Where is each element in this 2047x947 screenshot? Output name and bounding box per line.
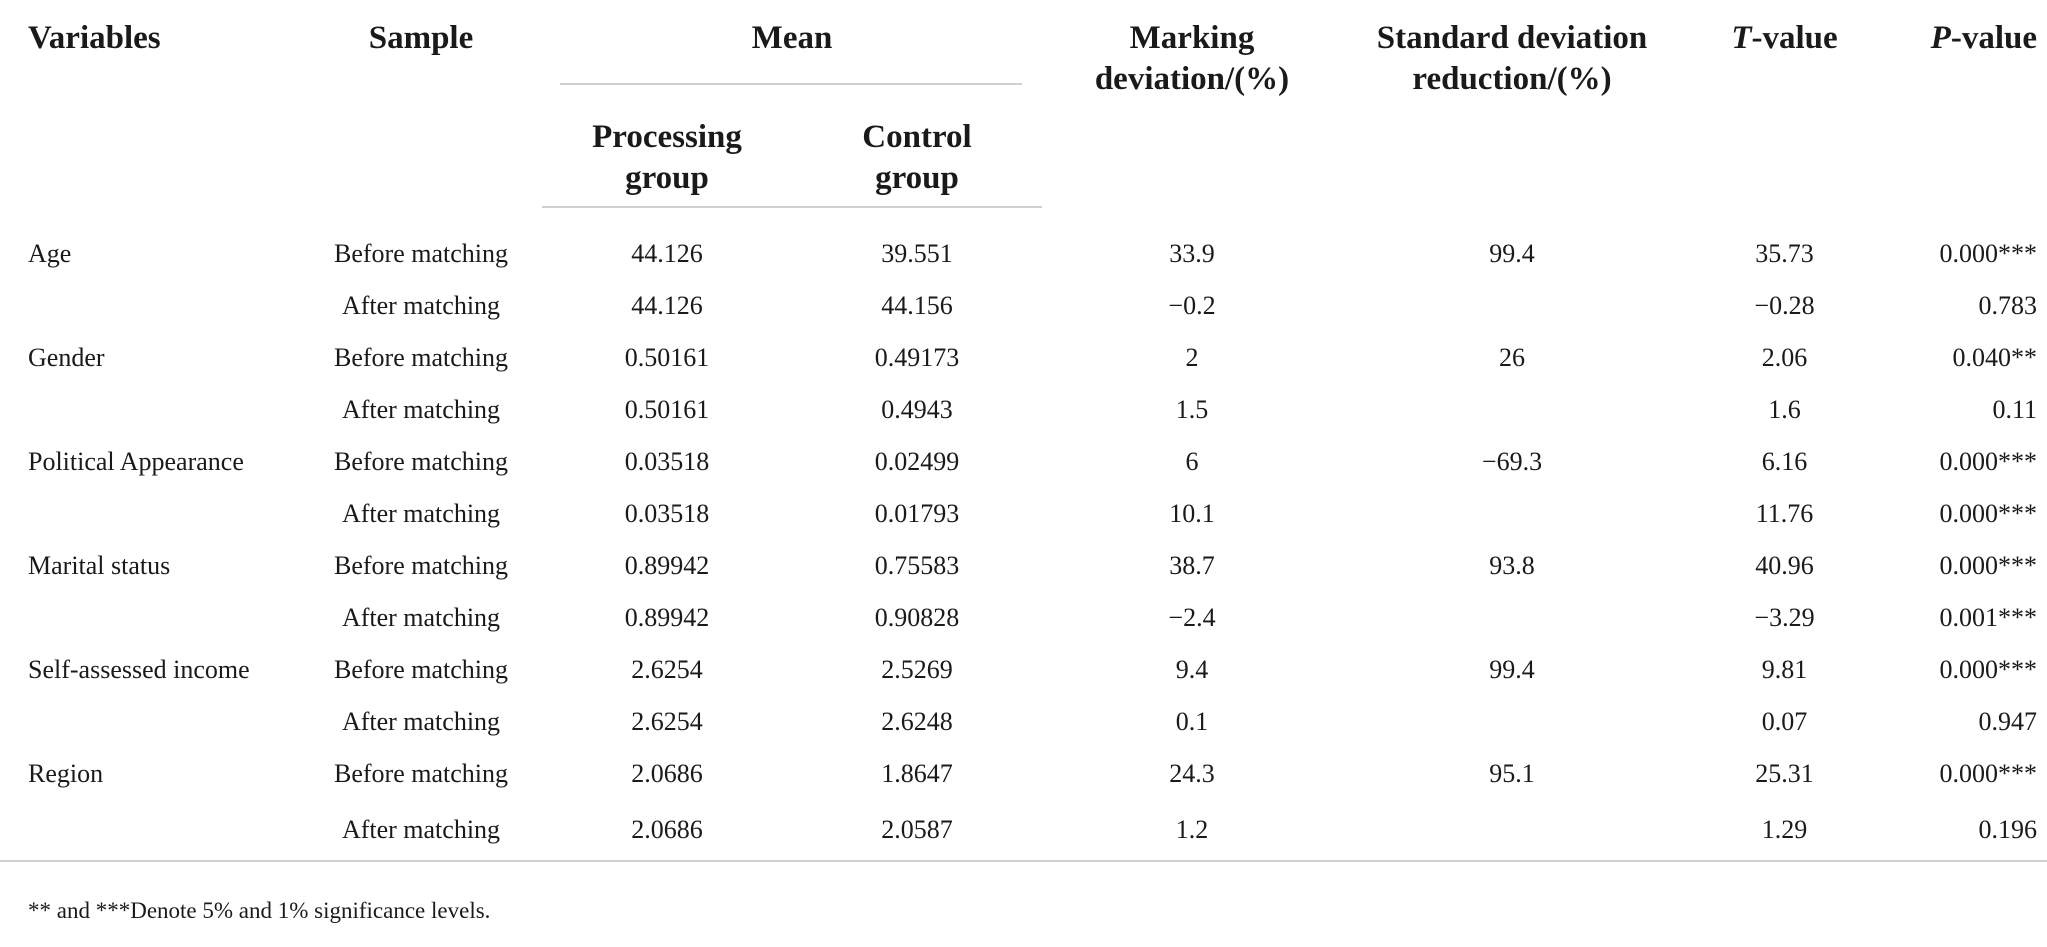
table-row xyxy=(0,800,2047,861)
sample-cell: After matching xyxy=(341,291,501,320)
sample-cell: After matching xyxy=(341,707,501,736)
sd-reduction-cell: 99.4 xyxy=(1489,655,1535,684)
control-group-cell: 2.0587 xyxy=(792,800,1042,861)
variable-cell: Self-assessed income xyxy=(28,655,250,684)
t-value-cell: 1.29 xyxy=(1682,800,1887,861)
t-value-cell: 25.31 xyxy=(1755,759,1814,788)
header-row-top xyxy=(0,0,2047,96)
table-row xyxy=(0,280,2047,332)
table-body xyxy=(0,207,2047,861)
control-group-cell: 2.5269 xyxy=(881,655,953,684)
table-row xyxy=(0,207,2047,280)
sd-reduction-cell xyxy=(1342,800,1682,861)
t-value-cell: 6.16 xyxy=(1761,447,1808,476)
table-footnote: ** and ***Denote 5% and 1% significance levels. xyxy=(28,898,491,923)
header-control-group-label: Control group xyxy=(862,119,972,196)
sd-reduction-cell: 93.8 xyxy=(1489,551,1535,580)
variable-cell xyxy=(0,696,300,748)
variable-cell xyxy=(0,592,300,644)
sample-cell: After matching xyxy=(341,499,501,528)
variable-cell: Age xyxy=(28,238,72,268)
marking-deviation-cell: 6 xyxy=(1185,447,1199,476)
sample-cell: Before matching xyxy=(334,238,508,268)
header-processing-group-label: Processing group xyxy=(592,119,742,196)
header-control-group xyxy=(792,96,1042,207)
t-value-cell: 0.07 xyxy=(1761,707,1808,736)
header-p-value xyxy=(1887,0,2047,207)
p-value-cell: 0.000*** xyxy=(1939,447,2037,476)
marking-deviation-cell: 24.3 xyxy=(1169,759,1215,788)
control-group-cell: 0.02499 xyxy=(874,447,960,476)
sample-cell: After matching xyxy=(300,800,542,861)
header-sd-reduction xyxy=(1342,0,1682,207)
table-row xyxy=(0,384,2047,436)
processing-group-cell: 2.0686 xyxy=(542,800,792,861)
processing-group-cell: 44.126 xyxy=(631,239,703,268)
p-italic: P xyxy=(1930,20,1951,56)
processing-group-cell: 0.50161 xyxy=(624,395,710,424)
header-sample: Sample xyxy=(368,20,474,56)
marking-deviation-cell: 2 xyxy=(1185,343,1199,372)
header-mean-label: Mean xyxy=(751,20,833,56)
t-value-cell: −0.28 xyxy=(1754,291,1815,320)
table-row xyxy=(0,488,2047,540)
processing-group-cell: 0.03518 xyxy=(624,499,710,528)
sample-cell: Before matching xyxy=(334,551,508,580)
p-value-cell: 0.000*** xyxy=(1939,551,2037,580)
sample-cell: Before matching xyxy=(334,447,508,476)
p-value-cell: 0.196 xyxy=(1887,800,2047,861)
sample-cell: After matching xyxy=(341,603,501,632)
table-row xyxy=(0,540,2047,592)
marking-deviation-cell: 1.5 xyxy=(1175,395,1209,424)
header-marking-deviation xyxy=(1042,0,1342,207)
variable-cell xyxy=(0,488,300,540)
processing-group-cell: 44.126 xyxy=(631,291,703,320)
control-group-cell: 39.551 xyxy=(881,239,953,268)
header-sd-reduction-label: Standard deviation reduction/(%) xyxy=(1376,20,1648,97)
marking-deviation-cell: 33.9 xyxy=(1169,238,1215,268)
p-value-cell: 0.001*** xyxy=(1939,603,2037,632)
t-value-cell: 11.76 xyxy=(1755,499,1814,528)
table-row xyxy=(0,592,2047,644)
variable-cell xyxy=(0,384,300,436)
sample-cell: After matching xyxy=(341,395,501,424)
header-t-value xyxy=(1682,0,1887,207)
sd-reduction-cell xyxy=(1342,280,1682,332)
control-group-cell: 44.156 xyxy=(881,291,953,320)
sd-reduction-cell xyxy=(1342,696,1682,748)
mean-divider xyxy=(560,83,1022,85)
marking-deviation-cell: 0.1 xyxy=(1175,707,1209,736)
header-marking-deviation-label: Marking deviation/(%) xyxy=(1094,20,1290,97)
processing-group-cell: 2.6254 xyxy=(631,655,703,684)
variable-cell: Political Appearance xyxy=(28,447,244,476)
header-variables: Variables xyxy=(28,20,161,56)
marking-deviation-cell: −0.2 xyxy=(1168,291,1216,320)
variable-cell xyxy=(0,800,300,861)
variable-cell xyxy=(0,280,300,332)
sd-reduction-cell: 95.1 xyxy=(1489,759,1535,788)
processing-group-cell: 0.89942 xyxy=(624,551,710,580)
control-group-cell: 0.49173 xyxy=(874,343,960,372)
control-group-cell: 0.4943 xyxy=(881,395,953,424)
p-value-cell: 0.000*** xyxy=(1939,499,2037,528)
t-value-cell: −3.29 xyxy=(1754,603,1815,632)
p-value-cell: 0.11 xyxy=(1992,395,2037,424)
control-group-cell: 0.75583 xyxy=(874,551,960,580)
table-row xyxy=(0,436,2047,488)
control-group-cell: 0.90828 xyxy=(874,603,960,632)
control-group-cell: 1.8647 xyxy=(881,759,953,788)
processing-group-cell: 2.6254 xyxy=(631,707,703,736)
sd-reduction-cell xyxy=(1342,488,1682,540)
sd-reduction-cell xyxy=(1342,384,1682,436)
t-value-cell: 9.81 xyxy=(1761,655,1808,684)
variable-cell: Gender xyxy=(28,343,105,372)
sample-cell: Before matching xyxy=(334,655,508,684)
p-value-cell: 0.783 xyxy=(1978,291,2037,320)
processing-group-cell: 2.0686 xyxy=(631,759,703,788)
t-value-cell: 40.96 xyxy=(1755,551,1814,580)
marking-deviation-cell: −2.4 xyxy=(1168,603,1216,632)
marking-deviation-cell: 9.4 xyxy=(1175,655,1209,684)
sd-reduction-cell: −69.3 xyxy=(1481,447,1543,476)
p-suffix: -value xyxy=(1950,20,2037,56)
processing-group-cell: 0.50161 xyxy=(624,343,710,372)
table-row xyxy=(0,696,2047,748)
variable-cell: Marital status xyxy=(28,551,171,580)
t-value-cell: 35.73 xyxy=(1755,238,1814,268)
t-suffix: -value xyxy=(1751,20,1838,56)
p-value-cell: 0.040** xyxy=(1952,343,2037,372)
control-group-cell: 0.01793 xyxy=(874,499,960,528)
header-processing-group xyxy=(542,96,792,207)
p-value-cell: 0.000*** xyxy=(1939,759,2037,788)
sd-reduction-cell: 99.4 xyxy=(1489,238,1535,268)
sd-reduction-cell: 26 xyxy=(1499,343,1525,372)
variable-cell: Region xyxy=(28,759,104,788)
sample-cell: Before matching xyxy=(334,759,508,788)
t-value-cell: 1.6 xyxy=(1768,395,1801,424)
p-value-cell: 0.000*** xyxy=(1939,655,2037,684)
processing-group-cell: 0.89942 xyxy=(624,603,710,632)
table-row xyxy=(0,332,2047,384)
table-row xyxy=(0,748,2047,800)
marking-deviation-cell: 1.2 xyxy=(1042,800,1342,861)
marking-deviation-cell: 10.1 xyxy=(1169,499,1215,528)
sd-reduction-cell xyxy=(1342,592,1682,644)
p-value-cell: 0.000*** xyxy=(1939,238,2037,268)
t-value-cell: 2.06 xyxy=(1761,343,1808,372)
sample-cell: Before matching xyxy=(334,343,508,372)
header-mean xyxy=(542,0,1042,96)
p-value-cell: 0.947 xyxy=(1978,707,2037,736)
t-italic: T xyxy=(1731,20,1752,56)
control-group-cell: 2.6248 xyxy=(881,707,953,736)
processing-group-cell: 0.03518 xyxy=(624,447,710,476)
marking-deviation-cell: 38.7 xyxy=(1169,551,1215,580)
table-row xyxy=(0,644,2047,696)
